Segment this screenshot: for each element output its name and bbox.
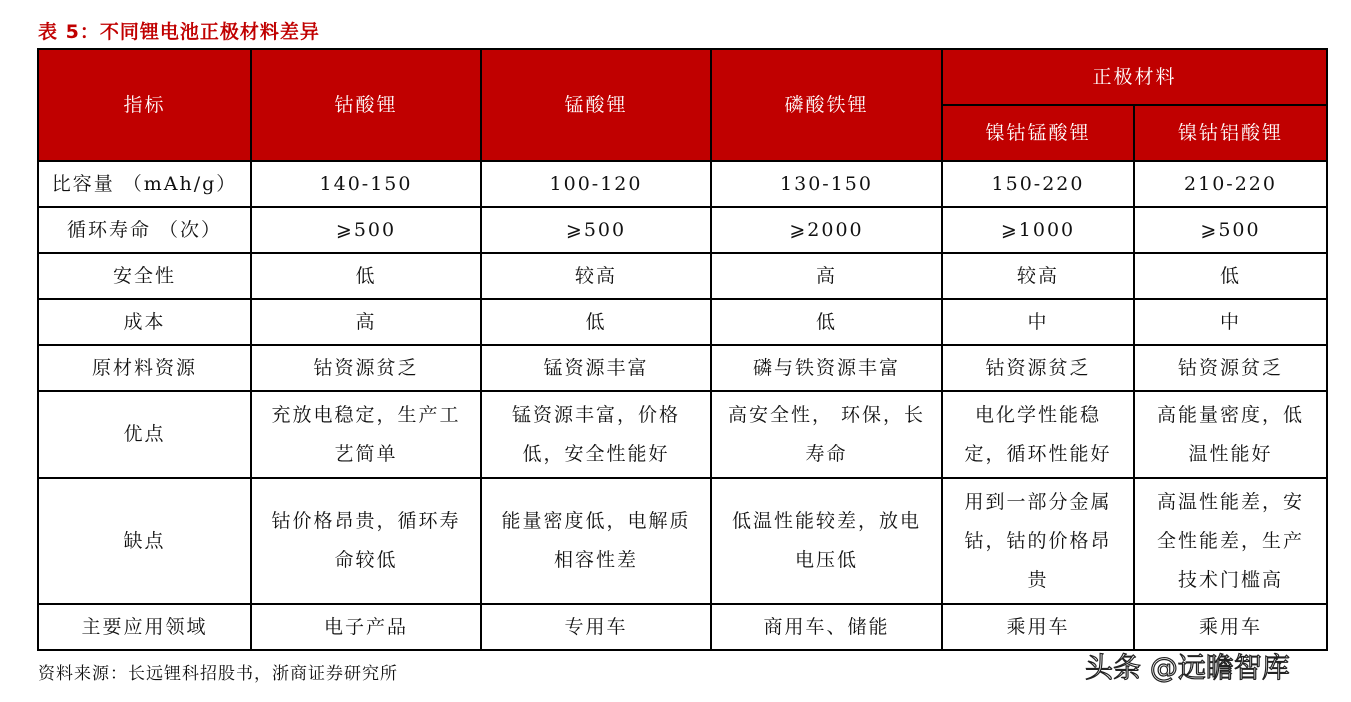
table-cell bbox=[1134, 604, 1327, 650]
table-cell bbox=[942, 253, 1134, 299]
table-cell bbox=[1134, 161, 1327, 207]
cell-line: 定，循环性能好 bbox=[964, 442, 1112, 465]
table-cell bbox=[942, 604, 1134, 650]
cell-line: 寿命 bbox=[805, 442, 848, 465]
row-label: 成本 bbox=[38, 299, 251, 345]
table-cell bbox=[251, 604, 481, 650]
cell-line: 高温性能差，安 bbox=[1156, 490, 1304, 513]
table-cell bbox=[1134, 299, 1327, 345]
header-lfp: 磷酸铁锂 bbox=[711, 49, 942, 161]
table-row bbox=[38, 391, 1327, 478]
row-label: 安全性 bbox=[38, 253, 251, 299]
table-cell bbox=[1134, 391, 1327, 478]
table-cell bbox=[711, 253, 942, 299]
cell-line: 能量密度低，电解质 bbox=[501, 510, 691, 532]
table-cell bbox=[711, 207, 942, 253]
row-label: 主要应用领域 bbox=[38, 604, 251, 650]
table-cell bbox=[481, 207, 711, 253]
watermark: 头条 @远瞻智库 bbox=[1085, 651, 1290, 684]
table-cell bbox=[711, 345, 942, 391]
cell-line: 低 bbox=[355, 264, 377, 287]
table-cell bbox=[251, 161, 481, 207]
cell-line: 低 bbox=[1219, 264, 1241, 287]
table-cell bbox=[711, 604, 942, 650]
cell-line: 商用车、储能 bbox=[763, 615, 890, 638]
table-cell bbox=[251, 391, 481, 478]
cell-line: 低温性能较差，放电 bbox=[731, 510, 921, 532]
table-row bbox=[38, 345, 1327, 391]
row-label: 原材料资源 bbox=[38, 345, 251, 391]
cell-line: 150-220 bbox=[991, 172, 1085, 195]
cell-line: 用到一部分金属 bbox=[964, 490, 1112, 513]
table-cell bbox=[942, 391, 1134, 478]
table-cell bbox=[1134, 478, 1327, 604]
table-cell bbox=[251, 345, 481, 391]
cell-line: 命较低 bbox=[334, 549, 398, 571]
cell-line: 乘用车 bbox=[1198, 615, 1262, 638]
row-label: 循环寿命 （次） bbox=[38, 207, 251, 253]
table-cell bbox=[251, 207, 481, 253]
cell-line: 艺简单 bbox=[334, 442, 398, 465]
cell-line: 乘用车 bbox=[1006, 615, 1070, 638]
table-row bbox=[38, 207, 1327, 253]
table-cell bbox=[481, 161, 711, 207]
cell-line: 电化学性能稳 bbox=[974, 403, 1101, 426]
table-cell bbox=[481, 478, 711, 604]
cell-line: 电子产品 bbox=[323, 615, 408, 638]
cell-line: ⩾1000 bbox=[1000, 218, 1076, 241]
table-cell bbox=[251, 478, 481, 604]
cell-line: ⩾500 bbox=[1200, 218, 1261, 241]
cell-line: ⩾500 bbox=[335, 218, 397, 241]
source-note: 资料来源：长远锂科招股书，浙商证券研究所 bbox=[38, 664, 398, 684]
row-label: 缺点 bbox=[38, 478, 251, 604]
table-cell bbox=[942, 345, 1134, 391]
cell-line: 钴价格昂贵，循环寿 bbox=[271, 510, 461, 532]
cell-line: 100-120 bbox=[549, 172, 643, 195]
cell-line: 高能量密度，低 bbox=[1156, 403, 1304, 426]
table-cell bbox=[711, 299, 942, 345]
cell-line: 中 bbox=[1219, 310, 1241, 333]
table-cell bbox=[942, 207, 1134, 253]
table-cell bbox=[942, 161, 1134, 207]
table-cell bbox=[481, 299, 711, 345]
header-lco: 钴酸锂 bbox=[251, 49, 481, 161]
cell-line: 技术门槛高 bbox=[1177, 568, 1283, 591]
cell-line: 充放电稳定，生产工 bbox=[271, 403, 461, 426]
cell-line: 高 bbox=[355, 310, 377, 333]
cell-line: 专用车 bbox=[564, 615, 628, 638]
cell-line: 磷与铁资源丰富 bbox=[752, 356, 900, 379]
table-cell bbox=[1134, 253, 1327, 299]
table-cell bbox=[481, 391, 711, 478]
table-cell bbox=[942, 299, 1134, 345]
header-nca: 镍钴铝酸锂 bbox=[1134, 105, 1327, 161]
table-cell bbox=[711, 478, 942, 604]
cell-line: 贵 bbox=[1027, 568, 1049, 591]
cell-line: 高 bbox=[815, 264, 837, 287]
cell-line: 钴资源贫乏 bbox=[1177, 356, 1283, 379]
table-cell bbox=[1134, 345, 1327, 391]
table-cell bbox=[711, 391, 942, 478]
table-cell bbox=[481, 253, 711, 299]
cell-line: 钴资源贫乏 bbox=[985, 356, 1091, 379]
cell-line: 钴，钴的价格昂 bbox=[964, 529, 1112, 552]
cell-line: 电压低 bbox=[794, 549, 858, 571]
table-row bbox=[38, 478, 1327, 604]
cell-line: 中 bbox=[1027, 310, 1049, 333]
header-indicator: 指标 bbox=[38, 49, 251, 161]
table-cell bbox=[481, 345, 711, 391]
table-cell bbox=[251, 253, 481, 299]
cell-line: ⩾500 bbox=[565, 218, 627, 241]
table-cell bbox=[711, 161, 942, 207]
cell-line: 较高 bbox=[1016, 264, 1059, 287]
cell-line: 低，安全性能好 bbox=[522, 442, 670, 465]
table-cell bbox=[251, 299, 481, 345]
cell-line: 相容性差 bbox=[553, 549, 638, 571]
cathode-materials-table bbox=[37, 48, 1328, 651]
cell-line: 130-150 bbox=[780, 172, 873, 195]
cell-line: 高安全性， 环保，长 bbox=[727, 403, 926, 426]
cell-line: ⩾2000 bbox=[789, 218, 864, 241]
table-row bbox=[38, 253, 1327, 299]
cell-line: 低 bbox=[585, 310, 607, 333]
row-label: 比容量 （mAh/g） bbox=[38, 161, 251, 207]
cell-line: 低 bbox=[815, 310, 837, 333]
cell-line: 全性能差，生产 bbox=[1156, 529, 1304, 552]
cell-line: 210-220 bbox=[1184, 172, 1277, 195]
cell-line: 较高 bbox=[574, 264, 617, 287]
table-cell bbox=[942, 478, 1134, 604]
table-row bbox=[38, 299, 1327, 345]
table-cell bbox=[1134, 207, 1327, 253]
header-group-cathode: 正极材料 bbox=[942, 49, 1327, 105]
table-row bbox=[38, 604, 1327, 650]
cell-line: 140-150 bbox=[319, 172, 413, 195]
cell-line: 钴资源贫乏 bbox=[313, 356, 419, 379]
cell-line: 锰资源丰富 bbox=[543, 356, 649, 379]
cell-line: 温性能好 bbox=[1188, 442, 1273, 465]
table-cell bbox=[481, 604, 711, 650]
table-title: 表 5：不同锂电池正极材料差异 bbox=[38, 21, 320, 43]
header-lmo: 锰酸锂 bbox=[481, 49, 711, 161]
row-label: 优点 bbox=[38, 391, 251, 478]
cell-line: 锰资源丰富，价格 bbox=[511, 403, 680, 426]
header-ncm: 镍钴锰酸锂 bbox=[942, 105, 1134, 161]
table-row bbox=[38, 161, 1327, 207]
